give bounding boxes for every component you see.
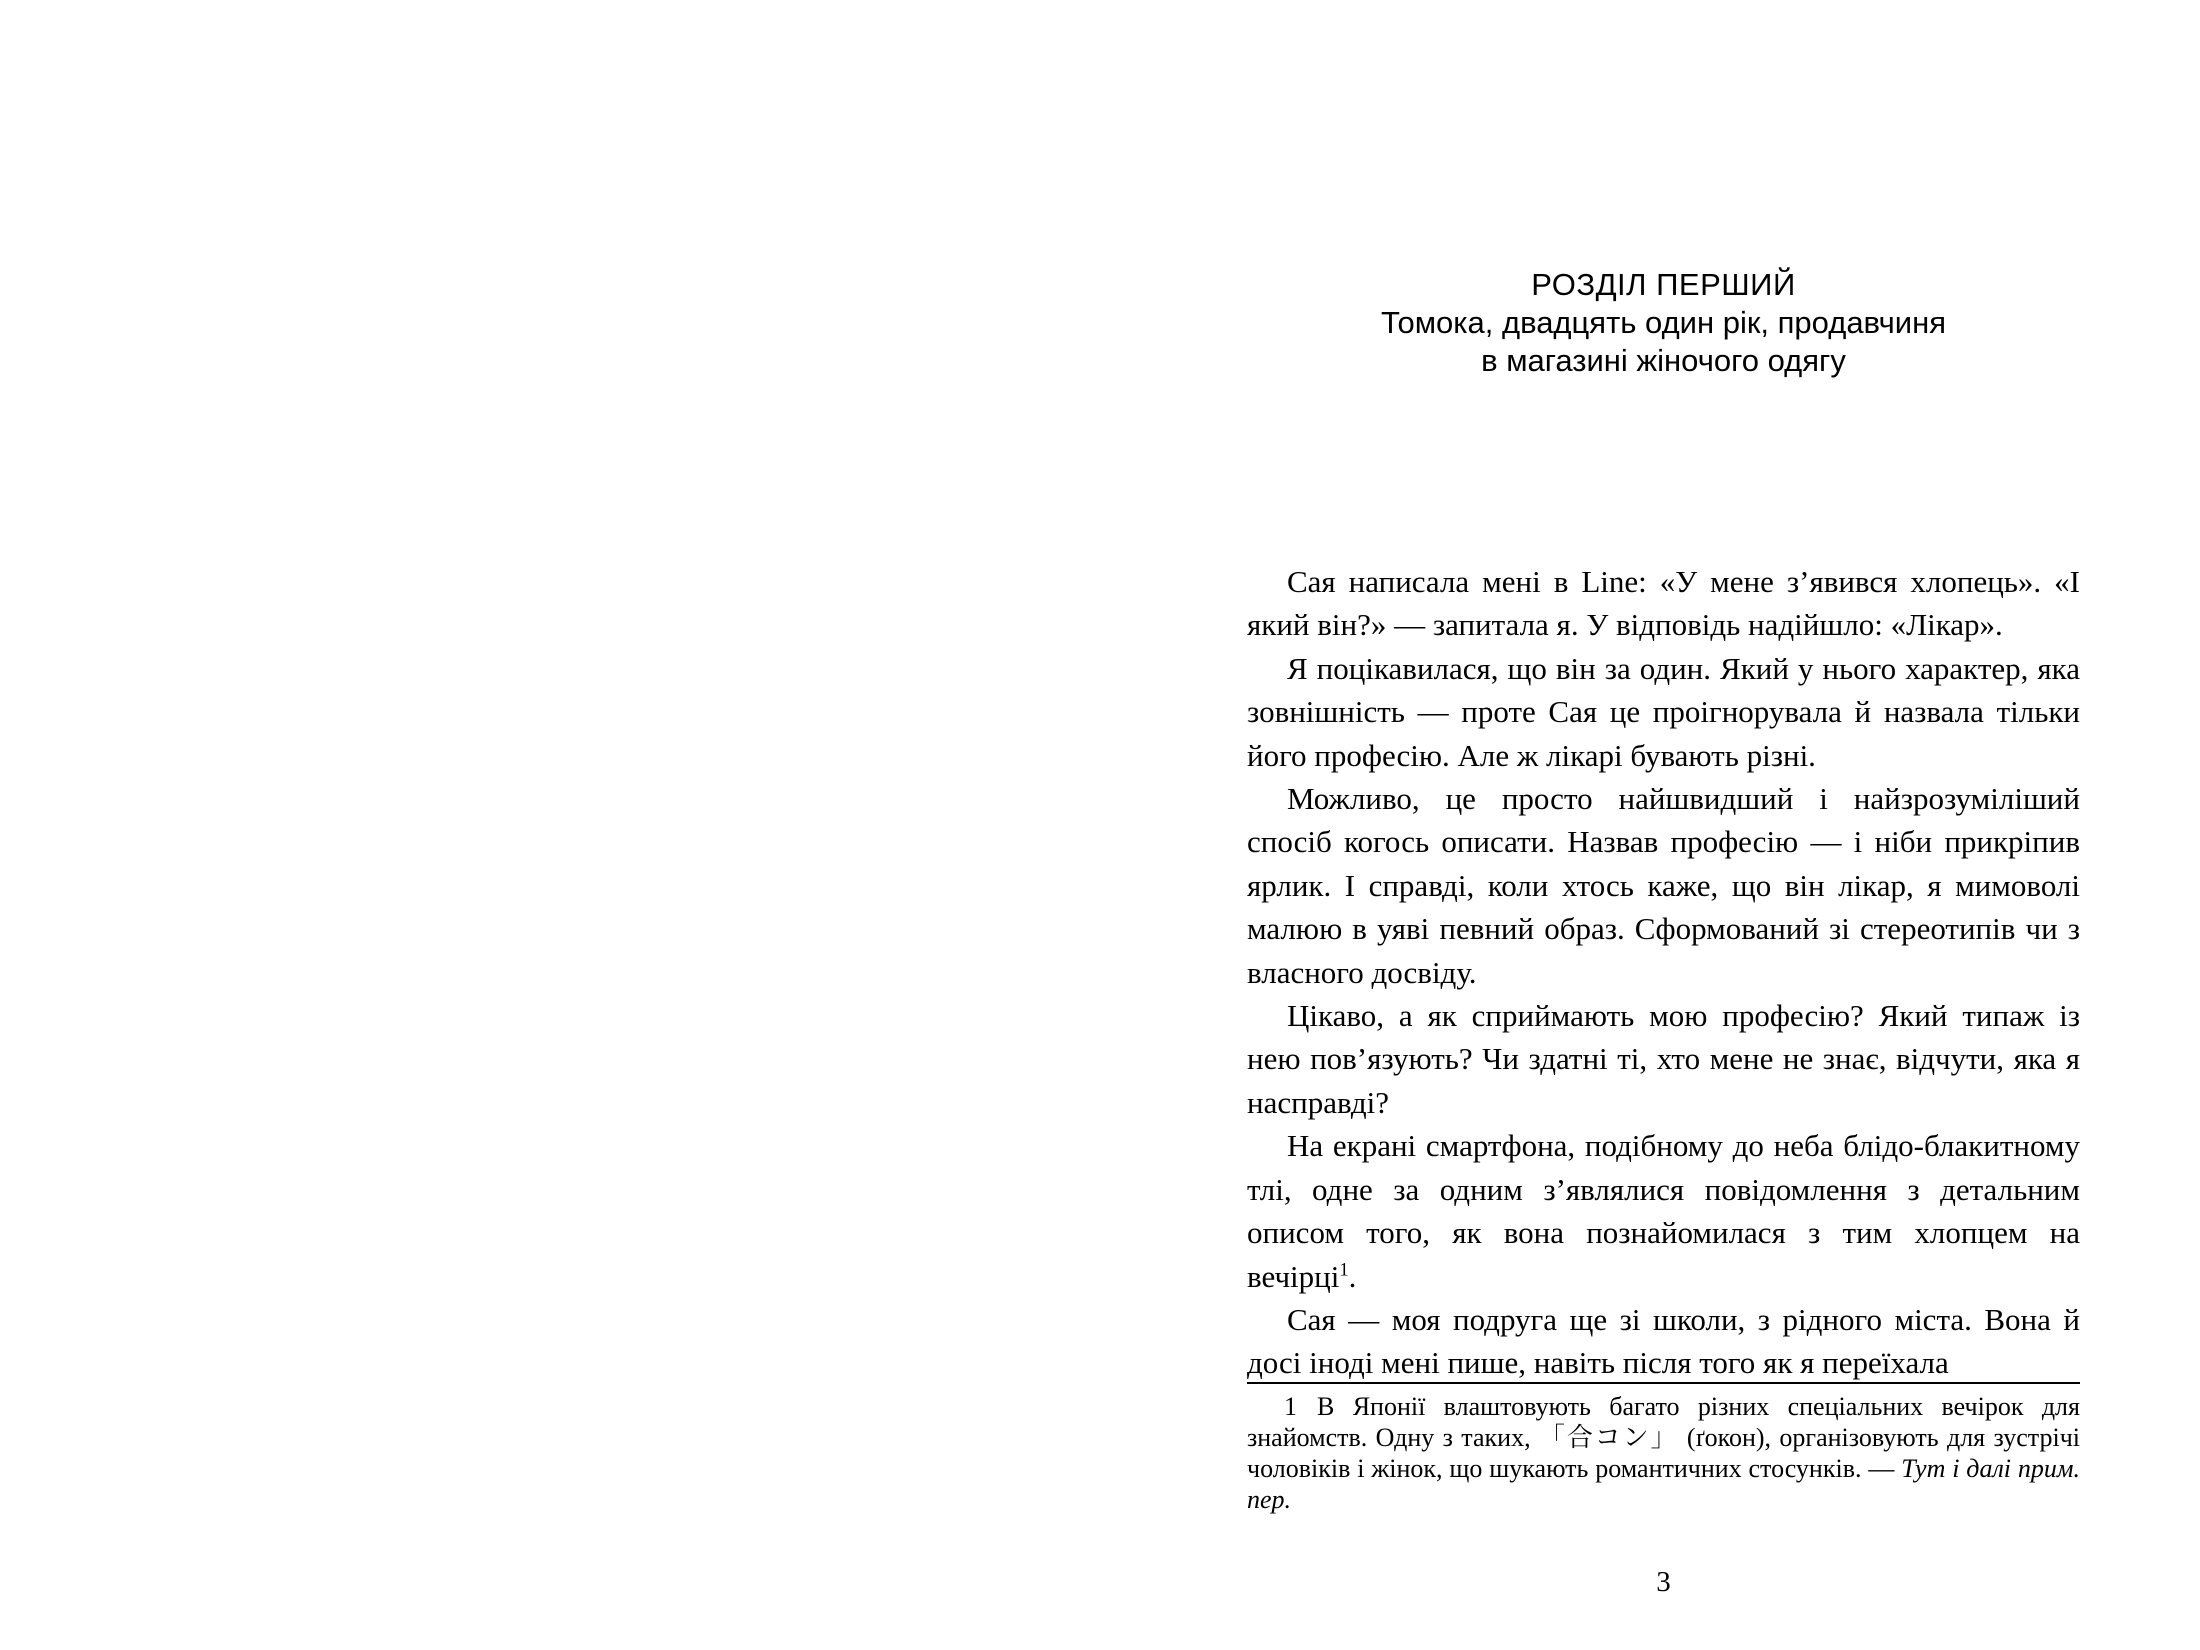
paragraph: Цікаво, а як сприймають мою професію? Який типаж із нею пов’язують? Чи здатні ті, хто мене не знає, відчути, яка я насправді?	[1247, 998, 2080, 1120]
footnote-text: 1 В Японії влаштовують багато різних спеціальних вечірок для знайомств. Одну з таких, 「合コン」 (ґокон), організовують для зустрічі чоловіків і жінок, що шукають романтичних стосунків. — Тут і далі прим. пер.	[1247, 1392, 2080, 1514]
page-number: 3	[1656, 1566, 1671, 1598]
paragraph: На екрані смартфона, подібному до неба блідо-блакитному тлі, одне за одним з’являлися повідомлення з детальним описом того, як вона познайомилася з тим хлопцем на вечірці$^1$.	[1247, 1128, 2080, 1294]
chapter-subtitle-line-2: в магазині жіночого одягу	[1481, 343, 1846, 378]
footnote-ref: 1	[1339, 1259, 1349, 1281]
paragraph: Сая написала мені в Line: «У мене з’явився хлопець». «І який він?» — запитала я. У відповідь надійшло: «Лікар».	[1247, 564, 2080, 643]
chapter-heading: РОЗДІЛ ПЕРШИЙ	[1531, 267, 1796, 302]
body-text	[1247, 560, 2080, 1385]
chapter-subtitle-line-1: Томока, двадцять один рік, продавчиня	[1380, 305, 1947, 340]
paragraph: Сая — моя подруга ще зі школи, з рідного міста. Вона й досі іноді мені пише, навіть після того як я переїхала	[1247, 1301, 2080, 1381]
paragraph: Можливо, це просто найшвидший і найзрозуміліший спосіб когось описати. Назвав професію — і ніби прикріпив ярлик. І справді, коли хтось каже, що він лікар, я мимоволі малюю в уяві певний образ. Сформований зі стереотипів чи з власного досвіду.	[1247, 781, 2080, 990]
italic-text: Тут і далі прим. пер.	[1247, 1454, 2080, 1514]
paragraph: Я поцікавилася, що він за один. Який у нього характер, яка зовнішність — проте Сая це проігнорувала й назвала тільки його професію. Але ж лікарі бувають різні.	[1247, 650, 2080, 773]
chapter-title-block	[1247, 266, 2080, 380]
footnote-marker: 1	[1284, 1392, 1297, 1421]
footnote-block	[1247, 1382, 2080, 1515]
